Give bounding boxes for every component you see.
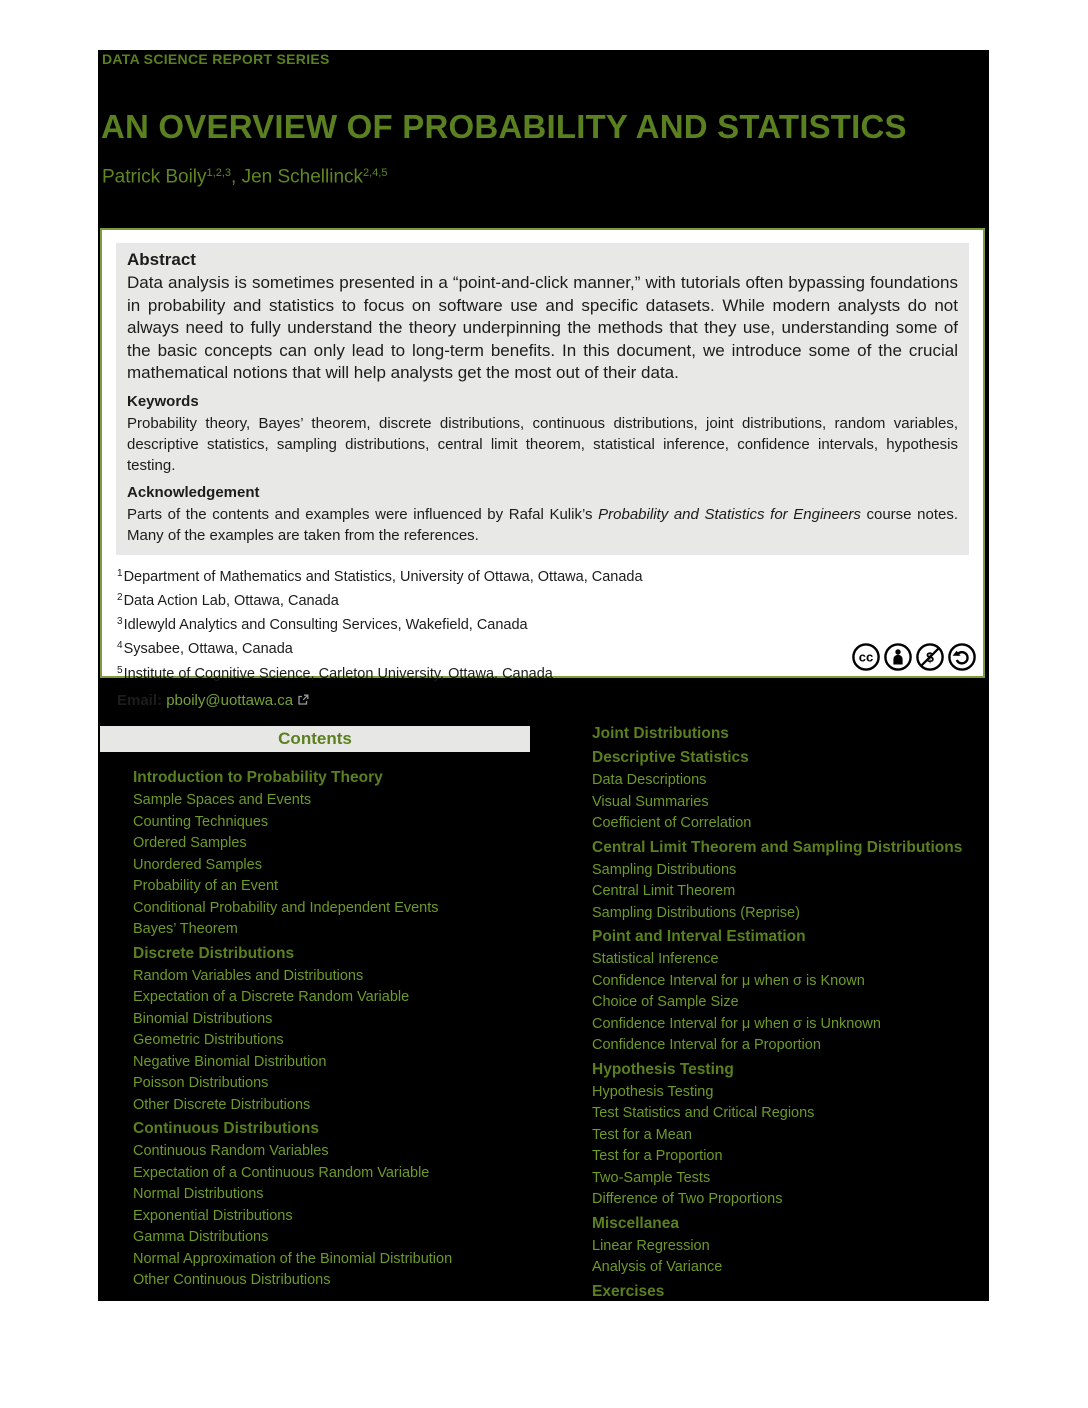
- toc-item[interactable]: Two-Sample Tests: [592, 1169, 711, 1186]
- toc-section-title[interactable]: Miscellanea: [592, 1214, 680, 1232]
- toc-section-title[interactable]: Hypothesis Testing: [592, 1060, 734, 1078]
- affiliation-text: Data Action Lab, Ottawa, Canada: [123, 592, 339, 609]
- toc-item[interactable]: Normal Approximation of the Binomial Distribution: [133, 1250, 453, 1267]
- affiliation-row: [117, 563, 983, 587]
- keywords-heading: Keywords: [127, 392, 199, 410]
- author-affiliation-sup: 2,4,5: [363, 167, 388, 179]
- affiliation-row: [117, 587, 983, 611]
- contents-right-column: [592, 721, 989, 1301]
- toc-section: [592, 926, 989, 1057]
- affiliation-sup: 2: [117, 591, 123, 603]
- toc-item[interactable]: Sample Spaces and Events: [133, 792, 312, 808]
- series-label: DATA SCIENCE REPORT SERIES: [102, 51, 330, 67]
- toc-item[interactable]: Test for a Mean: [592, 1126, 692, 1143]
- toc-section-items: [133, 790, 578, 941]
- toc-section: [592, 1281, 989, 1302]
- toc-section-title[interactable]: Introduction to Probability Theory: [133, 769, 383, 786]
- external-link-icon: [297, 694, 309, 706]
- license-badges[interactable]: [851, 642, 977, 672]
- toc-item[interactable]: Visual Summaries: [592, 793, 709, 810]
- toc-item[interactable]: Confidence Interval for μ when σ is Unknown: [592, 1015, 881, 1032]
- toc-item[interactable]: Difference of Two Proportions: [592, 1191, 783, 1207]
- toc-section: [592, 837, 989, 925]
- toc-item[interactable]: Choice of Sample Size: [592, 994, 739, 1010]
- cover-black-background: [98, 50, 989, 1301]
- acknowledgement-heading: Acknowledgement: [127, 483, 260, 501]
- toc-item[interactable]: Conditional Probability and Independent Events: [133, 899, 439, 916]
- affiliation-sup: 4: [117, 640, 123, 652]
- affiliation-text: Institute of Cognitive Science, Carleton University, Ottawa, Canada: [123, 665, 553, 682]
- toc-item[interactable]: Hypothesis Testing: [592, 1083, 714, 1100]
- cc-by-icon: [883, 642, 913, 672]
- toc-item[interactable]: Linear Regression: [592, 1237, 710, 1254]
- toc-item[interactable]: Expectation of a Discrete Random Variable: [133, 989, 410, 1005]
- toc-section: [592, 723, 989, 745]
- page-title: AN OVERVIEW OF PROBABILITY AND STATISTICS: [101, 108, 907, 145]
- abstract-heading: Abstract: [127, 250, 196, 269]
- toc-section: [133, 767, 578, 941]
- toc-item[interactable]: Statistical Inference: [592, 951, 719, 967]
- affiliation-text: Sysabee, Ottawa, Canada: [123, 641, 293, 658]
- affiliation-text: Idlewyld Analytics and Consulting Services, Wakefield, Canada: [123, 616, 528, 633]
- cc-sa-icon: [947, 642, 977, 672]
- affiliation-row: [117, 611, 983, 635]
- toc-section: [592, 1059, 989, 1211]
- toc-item[interactable]: Exponential Distributions: [133, 1207, 293, 1224]
- acknowledgement-text-before: Parts of the contents and examples were influenced by Rafal Kulik’s: [127, 505, 599, 523]
- author-name: Jen Schellinck: [241, 166, 364, 188]
- toc-item[interactable]: Counting Techniques: [133, 813, 269, 830]
- cc-nc-icon: [915, 642, 945, 672]
- toc-section-items: [133, 966, 578, 1117]
- abstract-gray-panel: [116, 243, 969, 555]
- affiliation-sup: 3: [117, 616, 123, 628]
- author-name: Patrick Boily: [102, 166, 207, 188]
- toc-section-title[interactable]: Joint Distributions: [592, 725, 729, 742]
- toc-section-items: [592, 770, 989, 835]
- toc-item[interactable]: Other Discrete Distributions: [133, 1096, 311, 1113]
- email-row: [117, 692, 983, 709]
- toc-item[interactable]: Geometric Distributions: [133, 1032, 284, 1048]
- author-line: [102, 166, 387, 188]
- toc-section-items: [592, 949, 989, 1057]
- affiliation-sup: 5: [117, 664, 123, 676]
- toc-section-items: [133, 1141, 578, 1292]
- abstract-text: Data analysis is sometimes presented in a “point-and-click manner,” with tutorials often bypassing foundations in probability and statistics to focus on software use and specific datasets. While modern analysts do not always need to fully understand the theory underpinning the methods that they use, understanding some of the basic concepts can only lead to long-term benefits. In this document, we introduce some of the crucial mathematical notions that will help analysts get the most out of their data.: [127, 273, 958, 382]
- toc-item[interactable]: Test for a Proportion: [592, 1148, 723, 1164]
- svg-text:$: $: [926, 649, 934, 665]
- toc-section: [592, 747, 989, 835]
- toc-item[interactable]: Analysis of Variance: [592, 1259, 723, 1275]
- toc-section-title[interactable]: Continuous Distributions: [133, 1120, 319, 1137]
- toc-item[interactable]: Sampling Distributions: [592, 861, 737, 878]
- toc-section: [133, 1118, 578, 1292]
- abstract-info-box: [100, 228, 985, 710]
- toc-section-items: [592, 1236, 989, 1279]
- toc-item[interactable]: Ordered Samples: [133, 835, 247, 851]
- toc-item[interactable]: Continuous Random Variables: [133, 1143, 329, 1159]
- toc-item[interactable]: Unordered Samples: [133, 856, 262, 873]
- toc-item[interactable]: Test Statistics and Critical Regions: [592, 1105, 815, 1121]
- email-link[interactable]: pboily@uottawa.ca: [166, 692, 294, 710]
- toc-section-title[interactable]: Exercises: [592, 1282, 665, 1300]
- toc-item[interactable]: Binomial Distributions: [133, 1010, 273, 1027]
- affiliation-sup: 1: [117, 567, 123, 579]
- toc-item[interactable]: Poisson Distributions: [133, 1075, 269, 1091]
- contents-header: Contents: [100, 726, 530, 752]
- toc-section-title[interactable]: Point and Interval Estimation: [592, 928, 806, 945]
- toc-item[interactable]: Coefficient of Correlation: [592, 815, 752, 831]
- toc-section-items: [592, 860, 989, 925]
- toc-item[interactable]: Random Variables and Distributions: [133, 967, 364, 984]
- toc-item[interactable]: Sampling Distributions (Reprise): [592, 904, 800, 921]
- contents-left-column: [133, 765, 578, 1292]
- author-separator: ,: [231, 166, 242, 188]
- toc-item[interactable]: Other Continuous Distributions: [133, 1272, 331, 1288]
- toc-item[interactable]: Central Limit Theorem: [592, 883, 736, 899]
- acknowledgement-course-title: Probability and Statistics for Engineers: [598, 505, 861, 523]
- toc-section-title[interactable]: Descriptive Statistics: [592, 749, 749, 766]
- toc-item[interactable]: Negative Binomial Distribution: [133, 1053, 327, 1070]
- svg-text:cc: cc: [858, 649, 874, 665]
- toc-section-items: [592, 1082, 989, 1211]
- toc-item[interactable]: Gamma Distributions: [133, 1229, 269, 1245]
- toc-section-title[interactable]: Central Limit Theorem and Sampling Distributions: [592, 838, 963, 856]
- cc-icon: [851, 642, 881, 672]
- toc-item[interactable]: Confidence Interval for a Proportion: [592, 1037, 821, 1053]
- toc-item[interactable]: Probability of an Event: [133, 878, 279, 894]
- toc-item[interactable]: Confidence Interval for μ when σ is Known: [592, 972, 865, 989]
- acknowledgement-text: [127, 504, 958, 546]
- toc-section: [592, 1213, 989, 1279]
- toc-item[interactable]: Expectation of a Continuous Random Variable: [133, 1164, 430, 1181]
- email-label: Email:: [117, 692, 163, 710]
- toc-item[interactable]: Normal Distributions: [133, 1186, 264, 1202]
- toc-section-title[interactable]: Discrete Distributions: [133, 944, 295, 962]
- affiliation-text: Department of Mathematics and Statistics, University of Ottawa, Ottawa, Canada: [123, 568, 643, 585]
- acknowledgement-text-after: course notes. Many of the examples are taken from the references.: [127, 505, 959, 544]
- keywords-text: Probability theory, Bayes’ theorem, discrete distributions, continuous distributions, joint distributions, random variables, descriptive statistics, sampling distributions, central limit theorem, statistical inference, confidence intervals, hypothesis testing.: [127, 414, 958, 474]
- toc-item[interactable]: Bayes’ Theorem: [133, 921, 238, 937]
- toc-section: [133, 943, 578, 1117]
- author-affiliation-sup: 1,2,3: [206, 167, 231, 179]
- toc-item[interactable]: Data Descriptions: [592, 772, 707, 788]
